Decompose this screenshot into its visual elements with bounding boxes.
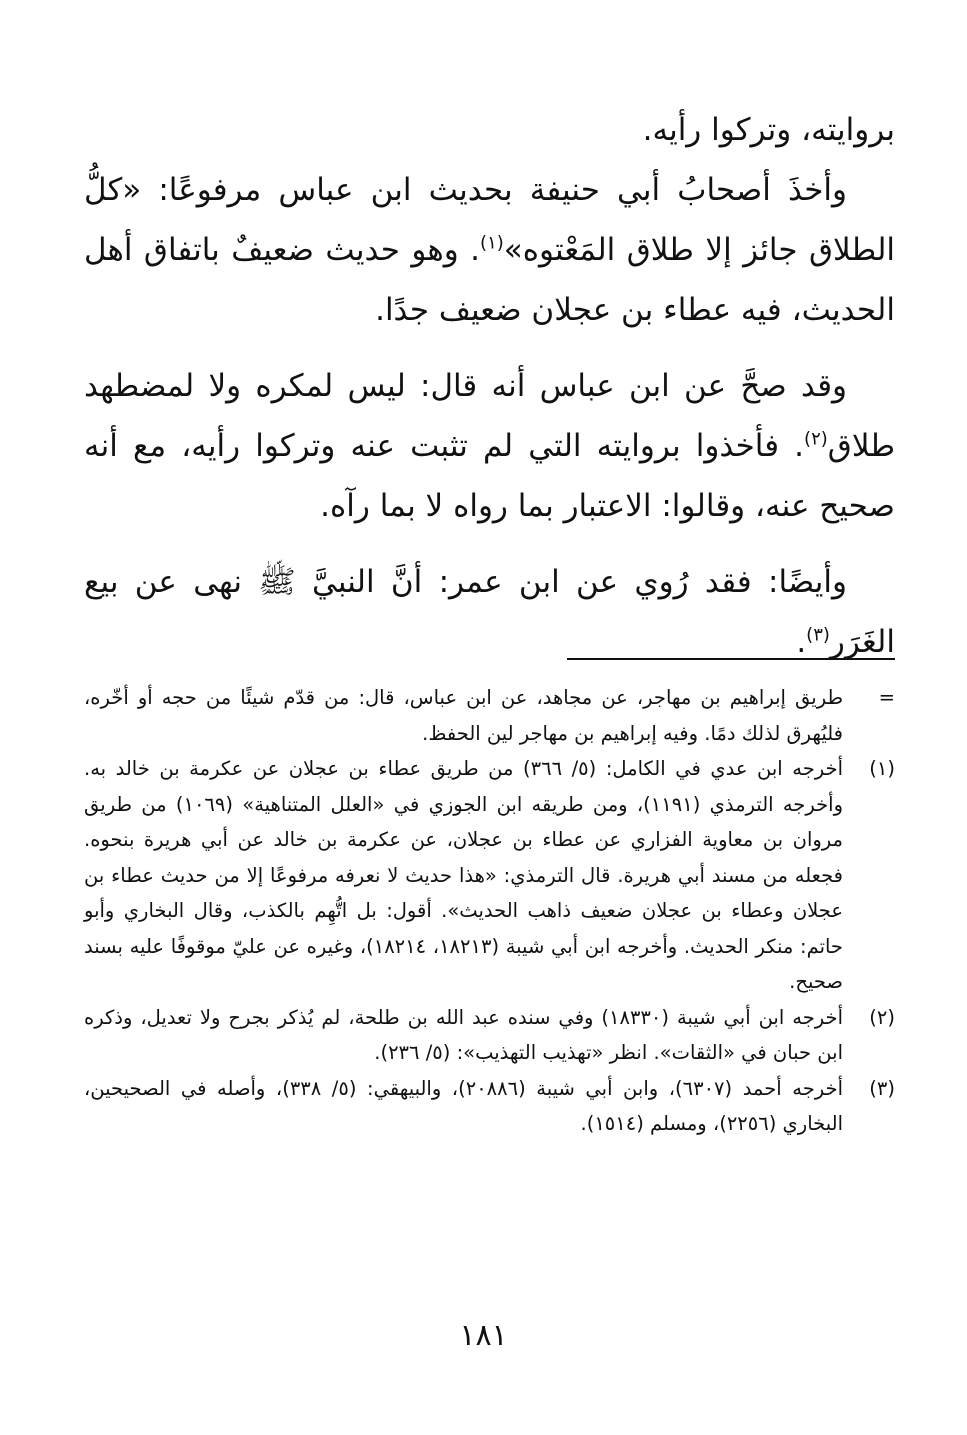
footnotes xyxy=(84,680,895,1142)
footnote-1 xyxy=(84,751,895,1000)
page-number: ١٨١ xyxy=(459,1318,508,1353)
footnote-text: أخرجه أحمد (٦٣٠٧)، وابن أبي شيبة (٢٠٨٨٦)، والبيهقي: (٥/ ٣٣٨)، وأصله في الصحيحين، البخاري (٢٢٥٦)، ومسلم (١٥١٤). xyxy=(84,1076,843,1135)
footnote-ref-1: (١) xyxy=(480,232,504,254)
paragraph-4 xyxy=(84,552,895,672)
footnote-ref-3: (٣) xyxy=(806,624,830,646)
footnote-2 xyxy=(84,1000,895,1071)
paragraph-4-rest: . xyxy=(796,624,807,660)
paragraph-2-text: وأخذَ أصحابُ أبي حنيفة بحديث ابن عباس مرفوعًا: «كلُّ الطلاق جائز إلا طلاق المَعْتوه» xyxy=(84,172,896,268)
paragraph-3 xyxy=(84,356,895,536)
paragraph-2 xyxy=(84,160,895,340)
paragraph-3-rest: . فأخذوا بروايته التي لم تثبت عنه وتركوا رأيه، مع أنه صحيح عنه، وقالوا: الاعتبار بما رواه لا بما رآه. xyxy=(84,428,895,524)
paragraph-3-text: وقد صحَّ عن ابن عباس أنه قال: ليس لمكره ولا لمضطهد طلاق xyxy=(84,368,895,464)
paragraph-4-text: وأيضًا: فقد رُوي عن ابن عمر: أنَّ النبيَّ ﷺ نهى عن بيع الغَرَر xyxy=(84,564,895,660)
footnote-number: (١) xyxy=(869,757,895,780)
paragraph-2-rest: . وهو حديث ضعيفٌ باتفاق أهل الحديث، فيه عطاء بن عجلان ضعيف جدًا. xyxy=(84,232,895,328)
continuation-marker: = xyxy=(878,686,895,709)
footnote-separator xyxy=(567,658,895,660)
footnote-text: أخرجه ابن عدي في الكامل: (٥/ ٣٦٦) من طريق عطاء بن عجلان عن عكرمة بن خالد به. وأخرجه الترمذي (١١٩١)، ومن طريقه ابن الجوزي في «العلل المتناهية» (١٠٦٩) من طريق مروان بن معاوية الفزاري عن عطاء بن عجلان، عن عكرمة بن خالد عن أبي هريرة بنحوه. فجعله من مسند أبي هريرة. قال الترمذي: «هذا حديث لا نعرفه مرفوعًا إلا من حديث عطاء بن عجلان وعطاء بن عجلان ضعيف ذاهب الحديث». أقول: بل اتُّهِم بالكذب، وقال البخاري وأبو حاتم: منكر الحديث. وأخرجه ابن أبي شيبة (١٨٢١٣، ١٨٢١٤)، وغيره عن عليّ موقوفًا عليه بسند صحيح. xyxy=(84,757,844,993)
footnote-number: (٢) xyxy=(869,1005,895,1029)
footnote-text: أخرجه ابن أبي شيبة (١٨٣٣٠) وفي سنده عبد الله بن طلحة، لم يُذكر بجرح ولا تعديل، وذكره ابن حبان في «الثقات». انظر «تهذيب التهذيب»: (٥/ ٢٣٦). xyxy=(84,1005,843,1064)
footnote-ref-2: (٢) xyxy=(804,428,828,450)
main-text xyxy=(84,100,895,672)
paragraph-1: بروايته، وتركوا رأيه. xyxy=(642,112,895,148)
continuation-text: طريق إبراهيم بن مهاجر، عن مجاهد، عن ابن عباس، قال: من قدّم شيئًا من حجه أو أخّره، فليُهرق لذلك دمًا. وفيه إبراهيم بن مهاجر لين الحفظ. xyxy=(84,686,843,745)
footnote-3 xyxy=(84,1071,895,1142)
footnote-number: (٣) xyxy=(869,1076,895,1100)
footnote-continuation xyxy=(84,680,895,751)
